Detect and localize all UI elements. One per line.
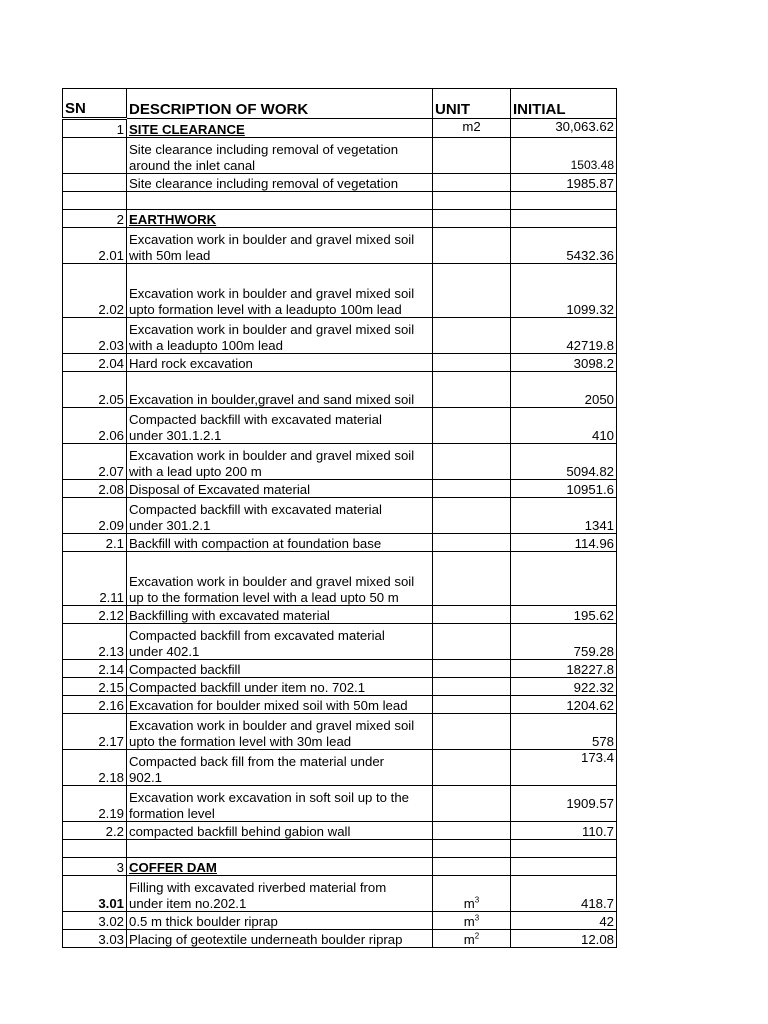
- cell-initial: 1985.87: [511, 174, 617, 192]
- cell-initial: 42719.8: [511, 318, 617, 354]
- header-unit: UNIT: [433, 89, 511, 119]
- cell-sn: 2.18: [63, 750, 127, 786]
- table-row: [63, 714, 617, 750]
- cell-unit: [433, 750, 511, 786]
- cell-sn: 2.03: [63, 318, 127, 354]
- cell-description: Disposal of Excavated material: [127, 480, 433, 498]
- cell-unit: [433, 210, 511, 228]
- cell-initial: 2050: [511, 372, 617, 408]
- cell-initial: 578: [511, 714, 617, 750]
- cell-sn: 2.19: [63, 786, 127, 822]
- cell-unit: [433, 119, 511, 138]
- cell-sn: [63, 174, 127, 192]
- cell-unit: [433, 498, 511, 534]
- cell-sn: [63, 192, 127, 210]
- cell-description: compacted backfill behind gabion wall: [127, 822, 433, 840]
- cell-unit: [433, 876, 511, 912]
- cell-sn: 2.08: [63, 480, 127, 498]
- cell-unit: [433, 822, 511, 840]
- cell-sn: 2.11: [63, 552, 127, 606]
- table-row: [63, 534, 617, 552]
- cell-description: Excavation work in boulder and gravel mixed soil with a leadupto 100m lead: [127, 318, 433, 354]
- cell-description: Excavation work excavation in soft soil up to the formation level: [127, 786, 433, 822]
- table-row: [63, 480, 617, 498]
- cell-unit: [433, 318, 511, 354]
- cell-sn: 3: [63, 858, 127, 876]
- table-row: [63, 840, 617, 858]
- cell-description: Compacted back fill from the material under 902.1: [127, 750, 433, 786]
- cell-unit: [433, 408, 511, 444]
- table-row: [63, 822, 617, 840]
- cell-initial: 30,063.62: [511, 119, 617, 138]
- table-row: [63, 606, 617, 624]
- header-initial: INITIAL: [511, 89, 617, 119]
- cell-sn: 3.03: [63, 930, 127, 948]
- cell-description: Compacted backfill under item no. 702.1: [127, 678, 433, 696]
- cell-sn: 2.04: [63, 354, 127, 372]
- table-row: [63, 210, 617, 228]
- cell-unit: [433, 228, 511, 264]
- cell-description: Compacted backfill with excavated material under 301.1.2.1: [127, 408, 433, 444]
- cell-sn: 2.05: [63, 372, 127, 408]
- cell-unit: [433, 660, 511, 678]
- cell-description: Excavation in boulder,gravel and sand mixed soil: [127, 372, 433, 408]
- cell-initial: 3098.2: [511, 354, 617, 372]
- cell-initial: [511, 840, 617, 858]
- cell-initial: 1341: [511, 498, 617, 534]
- cell-initial: 922.32: [511, 678, 617, 696]
- table-header-row: [63, 89, 617, 119]
- cell-unit: [433, 138, 511, 174]
- unit-text: m: [463, 931, 475, 947]
- cell-unit: [433, 174, 511, 192]
- cell-sn: 2.01: [63, 228, 127, 264]
- cell-initial: 114.96: [511, 534, 617, 552]
- table-row: [63, 119, 617, 138]
- cell-unit: [433, 678, 511, 696]
- cell-sn: 2.2: [63, 822, 127, 840]
- table-row: [63, 192, 617, 210]
- cell-initial: 42: [511, 912, 617, 930]
- cell-sn: 2.07: [63, 444, 127, 480]
- cell-description: Filling with excavated riverbed material from under item no.202.1: [127, 876, 433, 912]
- cell-description: Compacted backfill from excavated material under 402.1: [127, 624, 433, 660]
- unit-text: m2: [462, 119, 481, 134]
- table-row: [63, 408, 617, 444]
- unit-exponent: 3: [474, 913, 480, 923]
- cell-unit: [433, 444, 511, 480]
- table-row: [63, 750, 617, 786]
- cell-sn: 2.17: [63, 714, 127, 750]
- unit-exponent: 2: [474, 931, 480, 941]
- cell-unit: [433, 552, 511, 606]
- table-row: [63, 552, 617, 606]
- table-row: [63, 498, 617, 534]
- cell-initial: 5094.82: [511, 444, 617, 480]
- cell-description: 0.5 m thick boulder riprap: [127, 912, 433, 930]
- cell-sn: 1: [63, 119, 127, 138]
- table-row: [63, 318, 617, 354]
- work-schedule-table: [62, 88, 617, 948]
- cell-initial: 10951.6: [511, 480, 617, 498]
- cell-description: EARTHWORK: [127, 210, 433, 228]
- unit-text: m: [463, 895, 475, 911]
- cell-description: Excavation work in boulder and gravel mixed soil upto the formation level with 30m lead: [127, 714, 433, 750]
- table-row: [63, 354, 617, 372]
- cell-initial: 110.7: [511, 822, 617, 840]
- cell-unit: [433, 930, 511, 948]
- table-row: [63, 678, 617, 696]
- cell-description: [127, 840, 433, 858]
- table-row: [63, 858, 617, 876]
- cell-unit: [433, 624, 511, 660]
- table-row: [63, 696, 617, 714]
- cell-unit: [433, 192, 511, 210]
- cell-sn: 2.14: [63, 660, 127, 678]
- cell-sn: 2: [63, 210, 127, 228]
- cell-description: Compacted backfill: [127, 660, 433, 678]
- cell-unit: [433, 480, 511, 498]
- table-row: [63, 912, 617, 930]
- table-row: [63, 138, 617, 174]
- cell-sn: 2.15: [63, 678, 127, 696]
- cell-sn: 2.02: [63, 264, 127, 318]
- cell-description: Excavation work in boulder and gravel mixed soil with a lead upto 200 m: [127, 444, 433, 480]
- cell-unit: [433, 696, 511, 714]
- cell-description: Backfilling with excavated material: [127, 606, 433, 624]
- cell-unit: [433, 840, 511, 858]
- table-body: [63, 119, 617, 948]
- cell-sn: [63, 840, 127, 858]
- cell-initial: 12.08: [511, 930, 617, 948]
- table-row: [63, 264, 617, 318]
- cell-description: Excavation for boulder mixed soil with 50m lead: [127, 696, 433, 714]
- cell-unit: [433, 606, 511, 624]
- cell-unit: [433, 858, 511, 876]
- cell-description: COFFER DAM: [127, 858, 433, 876]
- cell-unit: [433, 912, 511, 930]
- header-sn: SN: [63, 89, 127, 119]
- cell-description: Hard rock excavation: [127, 354, 433, 372]
- cell-initial: 5432.36: [511, 228, 617, 264]
- table-row: [63, 786, 617, 822]
- cell-initial: 1909.57: [511, 786, 617, 822]
- cell-unit: [433, 372, 511, 408]
- cell-initial: [511, 552, 617, 606]
- unit-exponent: 3: [474, 895, 480, 905]
- table-row: [63, 876, 617, 912]
- cell-initial: 1099.32: [511, 264, 617, 318]
- cell-initial: [511, 210, 617, 228]
- cell-description: Compacted backfill with excavated material under 301.2.1: [127, 498, 433, 534]
- cell-initial: 18227.8: [511, 660, 617, 678]
- cell-unit: [433, 534, 511, 552]
- cell-description: SITE CLEARANCE: [127, 119, 433, 138]
- cell-sn: [63, 138, 127, 174]
- cell-sn: 3.02: [63, 912, 127, 930]
- table-row: [63, 174, 617, 192]
- cell-initial: 410: [511, 408, 617, 444]
- table-row: [63, 660, 617, 678]
- table-row: [63, 930, 617, 948]
- cell-description: Excavation work in boulder and gravel mixed soil upto formation level with a leadupto 100m lead: [127, 264, 433, 318]
- table-row: [63, 372, 617, 408]
- cell-unit: [433, 264, 511, 318]
- table-row: [63, 624, 617, 660]
- cell-initial: 1204.62: [511, 696, 617, 714]
- cell-initial: 173.4: [511, 750, 617, 786]
- cell-description: Placing of geotextile underneath boulder riprap: [127, 930, 433, 948]
- header-description: DESCRIPTION OF WORK: [127, 89, 433, 119]
- cell-initial: [511, 858, 617, 876]
- unit-text: m: [463, 913, 475, 929]
- cell-description: Site clearance including removal of vegetation: [127, 174, 433, 192]
- cell-sn: 2.13: [63, 624, 127, 660]
- cell-initial: [511, 192, 617, 210]
- cell-initial: 1503.48: [511, 138, 617, 174]
- cell-sn: 2.06: [63, 408, 127, 444]
- cell-description: [127, 192, 433, 210]
- cell-unit: [433, 354, 511, 372]
- cell-sn: 2.1: [63, 534, 127, 552]
- cell-unit: [433, 786, 511, 822]
- cell-description: Backfill with compaction at foundation base: [127, 534, 433, 552]
- table-row: [63, 228, 617, 264]
- cell-unit: [433, 714, 511, 750]
- cell-description: Site clearance including removal of vegetation around the inlet canal: [127, 138, 433, 174]
- cell-sn: 2.12: [63, 606, 127, 624]
- cell-initial: 195.62: [511, 606, 617, 624]
- table-row: [63, 444, 617, 480]
- cell-sn: 2.09: [63, 498, 127, 534]
- cell-sn: 3.01: [63, 876, 127, 912]
- cell-sn: 2.16: [63, 696, 127, 714]
- cell-initial: 418.7: [511, 876, 617, 912]
- cell-description: Excavation work in boulder and gravel mixed soil up to the formation level with a lead upto 50 m: [127, 552, 433, 606]
- cell-initial: 759.28: [511, 624, 617, 660]
- cell-description: Excavation work in boulder and gravel mixed soil with 50m lead: [127, 228, 433, 264]
